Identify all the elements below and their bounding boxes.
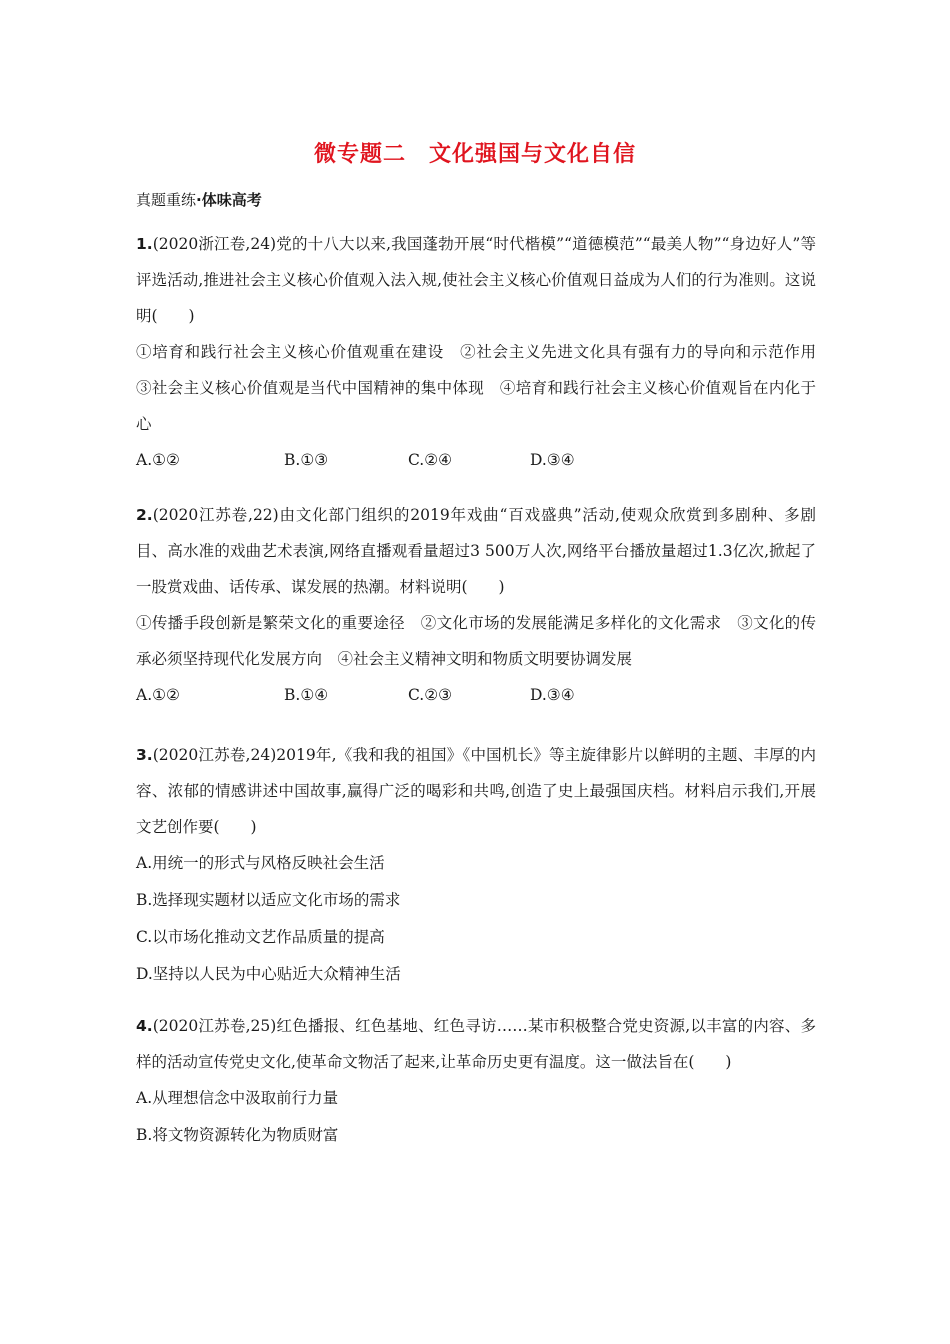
question-4-stem: [136, 1008, 816, 1080]
option-b[interactable]: B.选择现实题材以适应文化市场的需求: [136, 891, 401, 909]
option-a[interactable]: A.①②: [136, 451, 180, 469]
section-sub: 体味高考: [201, 191, 262, 209]
option-a[interactable]: A.用统一的形式与风格反映社会生活: [136, 854, 385, 872]
question-number: 3.: [136, 746, 153, 764]
option-c[interactable]: C.②③: [408, 686, 453, 704]
question-text: (2020浙江卷,24)党的十八大以来,我国蓬勃开展“时代楷模”“道德模范”“最美人物”“身边好人”等评选活动,推进社会主义核心价值观入法入规,使社会主义核心价值观日益成为人们的行为准则。这说明( ): [136, 235, 816, 325]
question-1: [136, 226, 832, 478]
page-title: 微专题二 文化强国与文化自信: [313, 142, 636, 167]
option-d[interactable]: D.坚持以人民为中心贴近大众精神生活: [136, 965, 401, 983]
question-2-options: [136, 677, 816, 713]
section-dot: ·: [196, 191, 202, 209]
option-b[interactable]: B.①④: [284, 686, 329, 704]
question-text: (2020江苏卷,22)由文化部门组织的2019年戏曲“百戏盛典”活动,使观众欣赏到多剧种、多剧目、高水准的戏曲艺术表演,网络直播观看量超过3 500万人次,网络平台播放量超过1.3亿次,掀起了一股赏戏曲、话传承、谋发展的热潮。材料说明( ): [136, 506, 816, 596]
section-heading: [136, 189, 262, 210]
question-2: [136, 497, 816, 713]
question-3: [136, 737, 816, 993]
option-c[interactable]: C.以市场化推动文艺作品质量的提高: [136, 928, 385, 946]
question-2-stem: [136, 497, 816, 605]
option-b[interactable]: B.①③: [284, 451, 329, 469]
question-2-statements: ①传播手段创新是繁荣文化的重要途径 ②文化市场的发展能满足多样化的文化需求 ③文化的传承必须坚持现代化发展方向 ④社会主义精神文明和物质文明要协调发展: [136, 614, 816, 668]
option-a[interactable]: A.①②: [136, 686, 180, 704]
question-number: 1.: [136, 235, 153, 253]
option-d[interactable]: D.③④: [530, 451, 575, 469]
question-text: (2020江苏卷,24)2019年,《我和我的祖国》《中国机长》等主旋律影片以鲜明的主题、丰厚的内容、浓郁的情感讲述中国故事,赢得广泛的喝彩和共鸣,创造了史上最强国庆档。材料启示我们,开展文艺创作要( ): [136, 746, 816, 836]
question-3-stem: [136, 737, 816, 845]
section-label: 真题重练: [136, 191, 197, 209]
question-number: 4.: [136, 1017, 153, 1035]
question-4: [136, 1008, 816, 1154]
question-1-stem: [136, 226, 816, 334]
option-d[interactable]: D.③④: [530, 686, 575, 704]
question-number: 2.: [136, 506, 153, 524]
option-c[interactable]: C.②④: [408, 451, 453, 469]
question-1-options: [136, 442, 816, 478]
option-a[interactable]: A.从理想信念中汲取前行力量: [136, 1089, 339, 1107]
question-text: (2020江苏卷,25)红色播报、红色基地、红色寻访……某市积极整合党史资源,以丰富的内容、多样的活动宣传党史文化,使革命文物活了起来,让革命历史更有温度。这一做法旨在( ): [136, 1017, 816, 1071]
question-1-statements: ①培育和践行社会主义核心价值观重在建设 ②社会主义先进文化具有强有力的导向和示范作用 ③社会主义核心价值观是当代中国精神的集中体现 ④培育和践行社会主义核心价值观旨在内化于心: [136, 343, 832, 433]
option-b[interactable]: B.将文物资源转化为物质财富: [136, 1126, 339, 1144]
